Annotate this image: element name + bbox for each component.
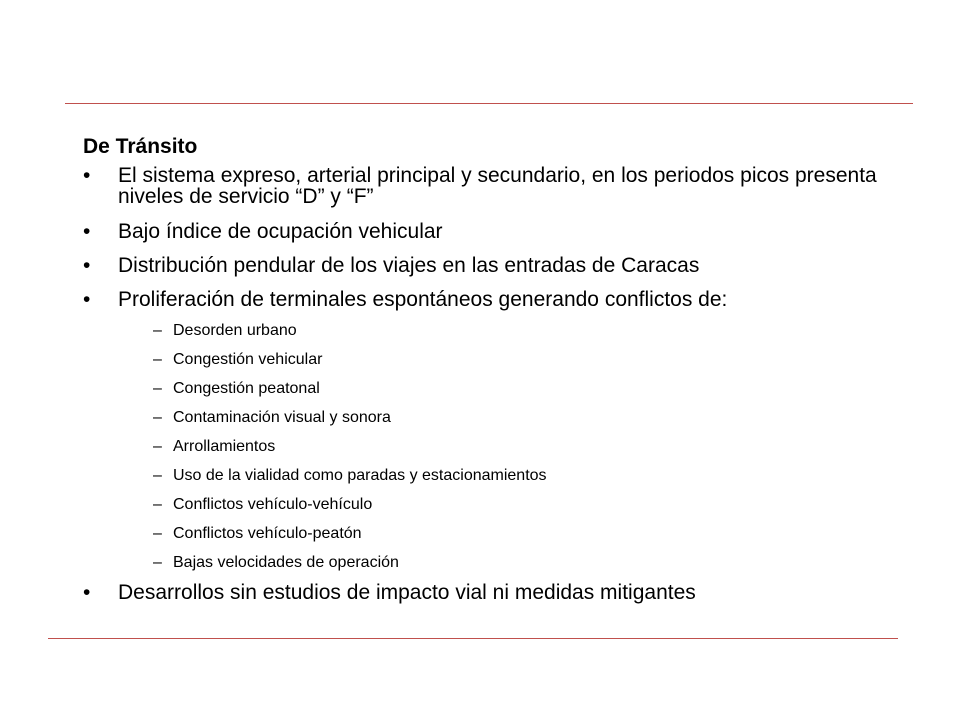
- sub-item-text: Congestión peatonal: [173, 380, 320, 397]
- bullet-text: El sistema expreso, arterial principal y secundario, en los periodos picos presenta niveles de servicio “D” y “F”: [118, 164, 877, 208]
- sub-item-text: Conflictos vehículo-peatón: [173, 525, 362, 542]
- bullet-item: [83, 287, 913, 313]
- bullet-text: Distribución pendular de los viajes en las entradas de Caracas: [118, 254, 700, 277]
- bullet-icon: •: [83, 288, 91, 311]
- sub-item-text: Bajas velocidades de operación: [173, 554, 399, 571]
- dash-icon: –: [153, 496, 162, 513]
- sub-item: [83, 553, 913, 577]
- sub-item: [83, 321, 913, 350]
- dash-icon: –: [153, 409, 162, 426]
- slide-content: [83, 133, 913, 614]
- bullet-text: Desarrollos sin estudios de impacto vial ni medidas mitigantes: [118, 581, 696, 604]
- bullet-item: [83, 219, 913, 245]
- section-heading: De Tránsito: [83, 135, 198, 158]
- sub-item-text: Arrollamientos: [173, 438, 276, 455]
- bullet-icon: •: [83, 164, 91, 187]
- dash-icon: –: [153, 322, 162, 339]
- sub-item-text: Congestión vehicular: [173, 351, 323, 368]
- sub-item: [83, 437, 913, 466]
- dash-icon: –: [153, 467, 162, 484]
- sub-item: [83, 524, 913, 553]
- bullet-icon: •: [83, 220, 91, 243]
- sub-item: [83, 350, 913, 379]
- sub-item: [83, 495, 913, 524]
- bullet-item: [83, 253, 913, 279]
- bullet-icon: •: [83, 254, 91, 277]
- sub-item-text: Desorden urbano: [173, 322, 297, 339]
- bullet-item: [83, 580, 913, 606]
- bullet-text: Bajo índice de ocupación vehicular: [118, 220, 443, 243]
- bullet-text: Proliferación de terminales espontáneos generando conflictos de:: [118, 288, 728, 311]
- sub-list: [83, 321, 913, 577]
- dash-icon: –: [153, 351, 162, 368]
- dash-icon: –: [153, 525, 162, 542]
- dash-icon: –: [153, 554, 162, 571]
- sub-item: [83, 408, 913, 437]
- sub-item: [83, 466, 913, 495]
- top-divider: [65, 103, 913, 104]
- sub-item-text: Uso de la vialidad como paradas y estacionamientos: [173, 467, 547, 484]
- sub-item-text: Contaminación visual y sonora: [173, 409, 391, 426]
- bullet-icon: •: [83, 581, 91, 604]
- dash-icon: –: [153, 438, 162, 455]
- bullet-item: [83, 165, 913, 207]
- sub-item-text: Conflictos vehículo-vehículo: [173, 496, 373, 513]
- dash-icon: –: [153, 380, 162, 397]
- sub-item: [83, 379, 913, 408]
- bottom-divider: [48, 638, 898, 639]
